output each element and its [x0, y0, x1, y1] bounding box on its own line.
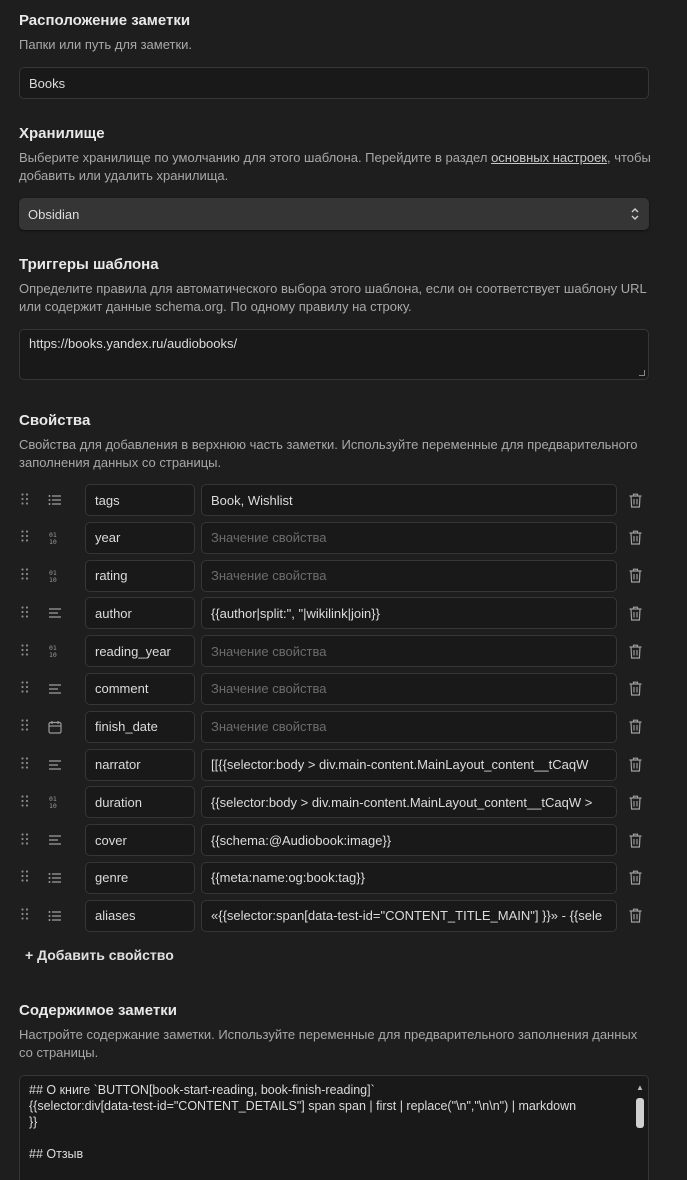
property-name: aliases	[95, 908, 136, 924]
content-line: ## Отзыв	[29, 1147, 84, 1161]
svg-text:10: 10	[49, 802, 57, 810]
property-value: Значение свойства	[211, 719, 327, 735]
property-value-input[interactable]	[201, 900, 617, 932]
property-name: duration	[95, 794, 142, 810]
trash-icon[interactable]	[617, 568, 653, 583]
drag-handle-icon[interactable]	[21, 681, 35, 696]
drag-handle-icon[interactable]	[21, 908, 35, 923]
property-value: «{{selector:span[data-test-id="CONTENT_TITLE_MAIN"] }}» - {{sele	[211, 908, 603, 924]
property-name: year	[95, 530, 121, 546]
drag-handle-icon[interactable]	[21, 644, 35, 659]
location-title: Расположение заметки	[19, 12, 191, 29]
property-row	[19, 673, 659, 705]
property-name-input[interactable]	[85, 484, 195, 516]
drag-handle-icon[interactable]	[21, 606, 35, 621]
property-value-input[interactable]	[201, 862, 617, 894]
triggers-value: https://books.yandex.ru/audiobooks/	[29, 336, 238, 351]
trash-icon[interactable]	[617, 757, 653, 772]
property-name: narrator	[95, 757, 141, 773]
vault-selected: Obsidian	[28, 206, 80, 222]
property-name: rating	[95, 568, 128, 584]
property-name-input[interactable]	[85, 824, 195, 856]
properties-section	[19, 411, 651, 472]
property-row	[19, 597, 659, 629]
list-icon[interactable]	[35, 872, 75, 884]
properties-desc: Свойства для добавления в верхнюю часть заметки. Используйте переменные для предварительного заполнения данных со страницы.	[19, 437, 638, 470]
location-input[interactable]	[19, 67, 649, 99]
svg-text:10: 10	[49, 575, 57, 583]
content-scrollbar[interactable]	[635, 1080, 645, 1180]
location-value: Books	[29, 75, 66, 91]
calendar-icon[interactable]	[35, 720, 75, 734]
vault-desc-text-end: , чтобы добавить или удалить хранилища.	[19, 150, 651, 183]
vault-section	[19, 124, 651, 185]
content-line: }}	[29, 1115, 38, 1129]
triggers-textarea[interactable]	[19, 329, 649, 380]
add-property-button[interactable]	[19, 947, 174, 965]
svg-text:01: 01	[49, 644, 57, 653]
triggers-section	[19, 255, 651, 316]
trash-icon[interactable]	[617, 606, 653, 621]
property-name-input[interactable]	[85, 749, 195, 781]
number-icon[interactable]	[35, 644, 75, 658]
property-name-input[interactable]	[85, 711, 195, 743]
property-name-input[interactable]	[85, 900, 195, 932]
vault-select[interactable]	[19, 198, 649, 230]
property-row	[19, 711, 659, 743]
triggers-desc: Определите правила для автоматического выбора этого шаблона, если он соответствует шаблону URL или содержит данные schema.org. По одному правилу на строку.	[19, 281, 647, 314]
svg-text:10: 10	[49, 651, 57, 659]
content-textarea[interactable]	[19, 1075, 649, 1180]
property-name: cover	[95, 832, 127, 848]
property-name: author	[95, 605, 132, 621]
property-value-input[interactable]	[201, 484, 617, 516]
property-name-input[interactable]	[85, 673, 195, 705]
content-desc: Настройте содержание заметки. Используйте переменные для предварительного заполнения данных со страницы.	[19, 1027, 638, 1060]
property-value-input[interactable]	[201, 749, 617, 781]
number-icon[interactable]	[35, 531, 75, 545]
property-name: finish_date	[95, 719, 158, 735]
property-value: {{author|split:", "|wikilink|join}}	[211, 605, 380, 621]
chevron-updown-icon	[630, 207, 640, 222]
location-section	[19, 11, 192, 54]
trash-icon[interactable]	[617, 870, 653, 885]
vault-title: Хранилище	[19, 125, 105, 142]
property-name-input[interactable]	[85, 786, 195, 818]
property-value-input[interactable]	[201, 711, 617, 743]
text-icon[interactable]	[35, 759, 75, 771]
text-icon[interactable]	[35, 683, 75, 695]
property-row	[19, 522, 659, 554]
property-name: tags	[95, 492, 120, 508]
vault-desc-text: Выберите хранилище по умолчанию для этого шаблона. Перейдите в раздел	[19, 150, 492, 165]
property-row	[19, 749, 659, 781]
trash-icon[interactable]	[617, 795, 653, 810]
drag-handle-icon[interactable]	[21, 757, 35, 772]
trash-icon[interactable]	[617, 681, 653, 696]
drag-handle-icon[interactable]	[21, 870, 35, 885]
properties-list	[19, 484, 659, 938]
property-row	[19, 484, 659, 516]
trash-icon[interactable]	[617, 493, 653, 508]
drag-handle-icon[interactable]	[21, 568, 35, 583]
property-value-input[interactable]	[201, 786, 617, 818]
list-icon[interactable]	[35, 910, 75, 922]
number-icon[interactable]	[35, 795, 75, 809]
svg-text:01: 01	[49, 568, 57, 577]
property-value-input[interactable]	[201, 522, 617, 554]
location-desc: Папки или путь для заметки.	[19, 37, 193, 52]
property-value-input[interactable]	[201, 597, 617, 629]
triggers-title: Триггеры шаблона	[19, 256, 159, 273]
property-name-input[interactable]	[85, 597, 195, 629]
drag-handle-icon[interactable]	[21, 795, 35, 810]
property-value-input[interactable]	[201, 824, 617, 856]
content-line	[29, 1130, 624, 1146]
property-name-input[interactable]	[85, 862, 195, 894]
resize-handle-icon[interactable]	[639, 370, 645, 376]
drag-handle-icon[interactable]	[21, 530, 35, 545]
property-value: {{schema:@Audiobook:image}}	[211, 832, 392, 848]
text-icon[interactable]	[35, 607, 75, 619]
trash-icon[interactable]	[617, 530, 653, 545]
scroll-thumb[interactable]	[636, 1098, 644, 1128]
property-value: Значение свойства	[211, 530, 327, 546]
property-name: comment	[95, 681, 149, 697]
number-icon[interactable]	[35, 569, 75, 583]
property-value: Значение свойства	[211, 681, 327, 697]
list-icon[interactable]	[35, 494, 75, 506]
content-line: {{selector:div[data-test-id="CONTENT_DETAILS"] span span | first | replace("\n","\n\n") | markdown	[29, 1099, 577, 1113]
property-row	[19, 635, 659, 667]
properties-title: Свойства	[19, 412, 91, 429]
svg-text:10: 10	[49, 537, 57, 545]
svg-text:01: 01	[49, 795, 57, 804]
content-lines	[29, 1082, 624, 1162]
content-line: ## О книге `BUTTON[book-start-reading, book-finish-reading]`	[29, 1083, 375, 1097]
property-name: genre	[95, 870, 129, 886]
trash-icon[interactable]	[617, 719, 653, 734]
trash-icon[interactable]	[617, 644, 653, 659]
property-value-input[interactable]	[201, 560, 617, 592]
drag-handle-icon[interactable]	[21, 493, 35, 508]
vault-desc	[19, 149, 651, 185]
property-row	[19, 824, 659, 856]
property-row	[19, 560, 659, 592]
property-row	[19, 786, 659, 818]
general-settings-link[interactable]: основных настроек	[491, 150, 607, 165]
property-value: Значение свойства	[211, 568, 327, 584]
add-property-label: + Добавить свойство	[25, 947, 174, 963]
property-value: Book, Wishlist	[211, 492, 293, 508]
property-row	[19, 862, 659, 894]
property-name-input[interactable]	[85, 522, 195, 554]
property-value-input[interactable]	[201, 635, 617, 667]
property-value: [[{{selector:body > div.main-content.MainLayout_content__tCaqW	[211, 757, 589, 773]
text-icon[interactable]	[35, 834, 75, 846]
property-value-input[interactable]	[201, 673, 617, 705]
content-title: Содержимое заметки	[19, 1002, 177, 1019]
svg-text:01: 01	[49, 530, 57, 539]
trash-icon[interactable]	[617, 908, 653, 923]
property-name-input[interactable]	[85, 635, 195, 667]
property-name: reading_year	[95, 643, 171, 659]
trash-icon[interactable]	[617, 833, 653, 848]
property-row	[19, 900, 659, 932]
property-value: {{meta:name:og:book:tag}}	[211, 870, 365, 886]
drag-handle-icon[interactable]	[21, 833, 35, 848]
scroll-up-icon[interactable]: ▲	[636, 1083, 644, 1092]
property-value: Значение свойства	[211, 643, 327, 659]
property-value: {{selector:body > div.main-content.MainLayout_content__tCaqW >	[211, 794, 593, 810]
property-name-input[interactable]	[85, 560, 195, 592]
drag-handle-icon[interactable]	[21, 719, 35, 734]
content-section	[19, 1001, 651, 1062]
